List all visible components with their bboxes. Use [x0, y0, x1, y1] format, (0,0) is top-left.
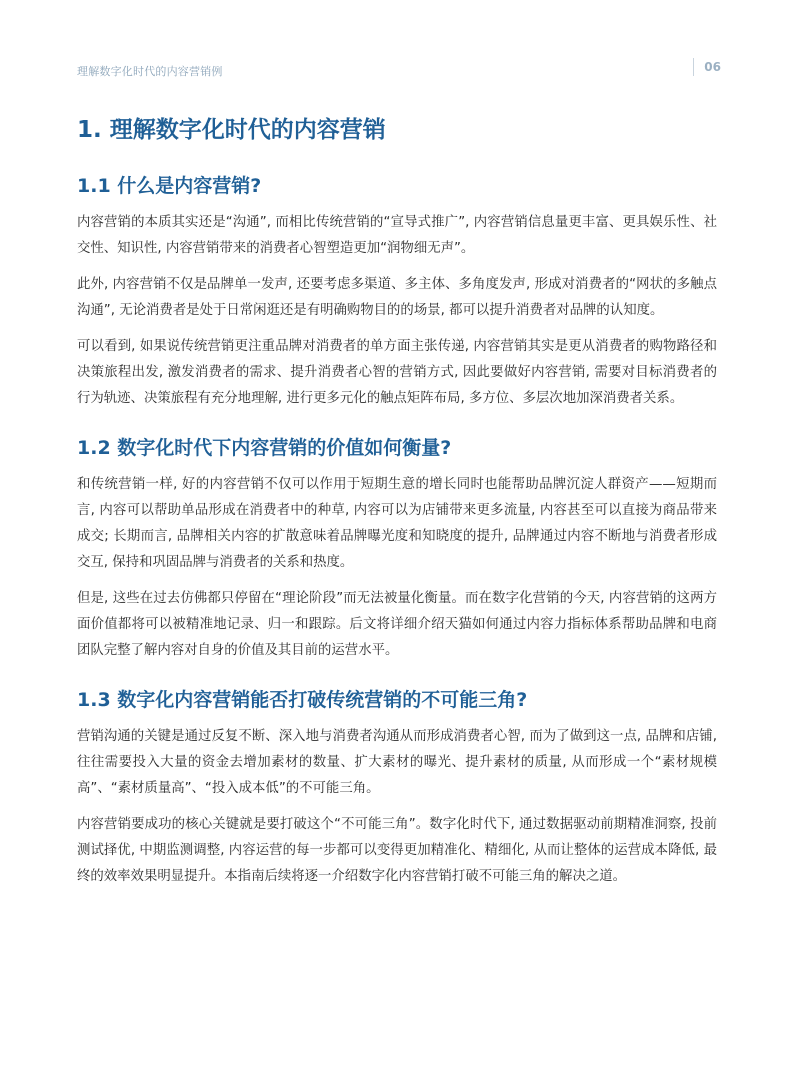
- section-1-1: [77, 172, 717, 412]
- section-paragraph: 内容营销要成功的核心关键就是要打破这个“不可能三角”。数字化时代下, 通过数据驱动前期精准洞察, 投前测试择优, 中期监测调整, 内容运营的每一步都可以变得更加精准化、精细化, 从而让整体的运营成本降低, 最终的效率效果明显提升。本指南后续将逐一介绍数字化内容营销打破不可能三角的解决之道。: [77, 817, 717, 884]
- section-paragraph: 但是, 这些在过去仿佛都只停留在“理论阶段”而无法被量化衡量。而在数字化营销的今天, 内容营销的这两方面价值都将可以被精准地记录、归一和跟踪。后文将详细介绍天猫如何通过内容力指标体系帮助品牌和电商团队完整了解内容对自身的价值及其目前的运营水平。: [77, 591, 717, 658]
- page-number: 06: [704, 60, 721, 74]
- section-paragraph: 内容营销的本质其实还是“沟通”, 而相比传统营销的“宣导式推广”, 内容营销信息量更丰富、更具娱乐性、社交性、知识性, 内容营销带来的消费者心智塑造更加“润物细无声”。: [77, 215, 717, 256]
- chapter-title: 1. 理解数字化时代的内容营销: [77, 117, 386, 143]
- section-heading: 1.3 数字化内容营销能否打破传统营销的不可能三角?: [77, 689, 528, 711]
- page-content: [77, 110, 717, 912]
- section-heading: 1.2 数字化时代下内容营销的价值如何衡量?: [77, 437, 452, 459]
- section-paragraph: 和传统营销一样, 好的内容营销不仅可以作用于短期生意的增长同时也能帮助品牌沉淀人群资产——短期而言, 内容可以帮助单品形成在消费者中的种草, 内容可以为店铺带来更多流量, 内容甚至可以直接为商品带来成交; 长期而言, 品牌相关内容的扩散意味着品牌曝光度和知晓度的提升, 品牌通过内容不断地与消费者形成交互, 保持和巩固品牌与消费者的关系和热度。: [77, 477, 717, 570]
- section-1-2: [77, 434, 717, 664]
- section-paragraph: 此外, 内容营销不仅是品牌单一发声, 还要考虑多渠道、多主体、多角度发声, 形成对消费者的“网状的多触点沟通”, 无论消费者是处于日常闲逛还是有明确购物目的的场景, 都可以提升消费者对品牌的认知度。: [77, 277, 717, 318]
- page-number-block: [693, 58, 721, 76]
- section-1-3: [77, 686, 717, 890]
- section-paragraph: 营销沟通的关键是通过反复不断、深入地与消费者沟通从而形成消费者心智, 而为了做到这一点, 品牌和店铺, 往往需要投入大量的资金去增加素材的数量、扩大素材的曝光、提升素材的质量, 从而形成一个“素材规模高”、“素材质量高”、“投入成本低”的不可能三角。: [77, 729, 717, 796]
- section-paragraph: 可以看到, 如果说传统营销更注重品牌对消费者的单方面主张传递, 内容营销其实是更从消费者的购物路径和决策旅程出发, 激发消费者的需求、提升消费者心智的营销方式, 因此要做好内容营销, 需要对目标消费者的行为轨迹、决策旅程有充分地理解, 进行更多元化的触点矩阵布局, 多方位、多层次地加深消费者关系。: [77, 339, 717, 406]
- running-header-title: 理解数字化时代的内容营销例: [77, 65, 223, 78]
- section-heading: 1.1 什么是内容营销?: [77, 175, 262, 197]
- page-number-divider: [693, 58, 694, 76]
